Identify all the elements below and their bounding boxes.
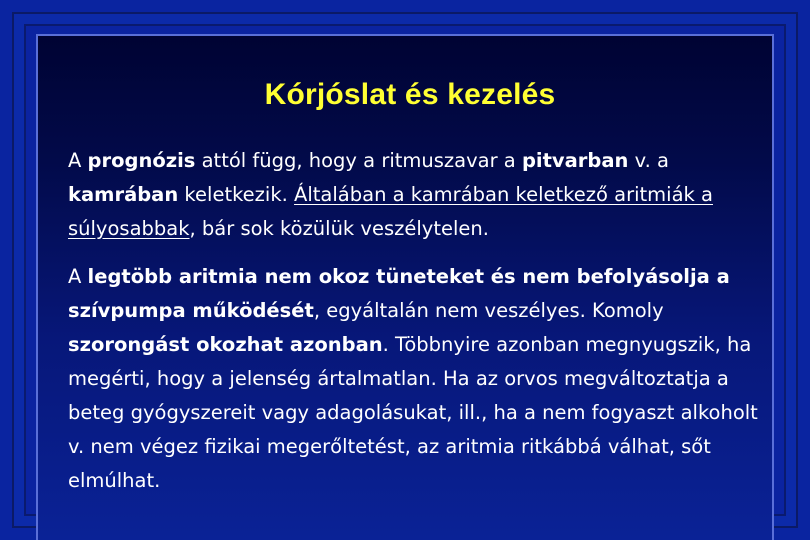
p1-text-3: v. a <box>628 149 669 172</box>
p2-text-3: . Többnyire azonban megnyugszik, ha megérti, hogy a jelenség ártalmatlan. Ha az orvos megváltoztatja a beteg gyógyszereit vagy adagolásukat, ill., ha a nem fogyaszt alkoholt v. nem végez fizikai megerőltetést, az aritmia ritkábbá válhat, sőt elmúlhat. <box>68 333 758 492</box>
p1-text-4: keletkezik. <box>178 183 295 206</box>
p1-bold-prognozis: prognózis <box>87 149 196 172</box>
slide-content-panel <box>36 34 774 540</box>
p1-bold-kamraban: kamrában <box>68 183 179 206</box>
p1-underlined-statement: Általában a kamrában keletkező aritmiák a súlyosabbak <box>68 183 713 240</box>
p1-text-5: , bár sok közülük veszélytelen. <box>189 217 489 240</box>
slide-body <box>68 144 758 512</box>
p1-text-1: A <box>68 149 88 172</box>
paragraph-prognosis <box>68 144 758 246</box>
p2-text-1: A <box>68 265 88 288</box>
p1-bold-pitvarban: pitvarban <box>521 149 629 172</box>
slide-title: Kórjóslat és kezelés <box>264 78 556 111</box>
p1-text-2: attól függ, hogy a ritmuszavar a <box>195 149 522 172</box>
p2-bold-no-symptoms: legtöbb aritmia nem okoz tüneteket és nem befolyásolja a szívpumpa működését <box>68 265 730 322</box>
p2-bold-anxiety: szorongást okozhat azonban <box>68 333 383 356</box>
paragraph-symptoms <box>68 260 758 498</box>
p2-text-2: , egyáltalán nem veszélyes. Komoly <box>313 299 664 322</box>
